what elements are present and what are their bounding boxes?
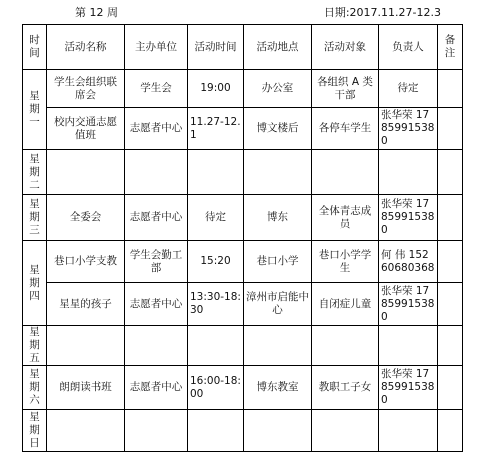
activity-time: 19:00 (188, 70, 244, 108)
schedule-table (22, 24, 463, 452)
activity-time (188, 410, 244, 452)
target (312, 410, 379, 452)
target: 巷口小学学生 (312, 241, 379, 283)
day-friday: 星期五 (23, 326, 47, 366)
organizer (125, 326, 188, 366)
owner: 待定 (379, 70, 438, 108)
activity-name: 学生会组织联席会 (47, 70, 125, 108)
note (438, 241, 463, 283)
activity-name (47, 150, 125, 195)
col-organizer: 主办单位 (125, 25, 188, 70)
day-saturday: 星期六 (23, 366, 47, 410)
col-target: 活动对象 (312, 25, 379, 70)
table-row (23, 410, 463, 452)
activity-time: 13:30-18:30 (188, 283, 244, 326)
week-label: 第 12 周 (75, 6, 118, 19)
location: 办公室 (244, 70, 312, 108)
owner: 何 伟 15260680368 (379, 241, 438, 283)
organizer (125, 150, 188, 195)
target: 自闭症儿童 (312, 283, 379, 326)
location: 博文楼后 (244, 108, 312, 150)
location (244, 150, 312, 195)
note (438, 70, 463, 108)
target: 各停车学生 (312, 108, 379, 150)
col-owner: 负责人 (379, 25, 438, 70)
col-activity-name: 活动名称 (47, 25, 125, 70)
activity-name: 朗朗读书班 (47, 366, 125, 410)
organizer: 志愿者中心 (125, 283, 188, 326)
col-note: 备注 (438, 25, 463, 70)
activity-time (188, 326, 244, 366)
owner: 张华荣 17859915380 (379, 108, 438, 150)
day-wednesday: 星期三 (23, 195, 47, 241)
location: 漳州市启能中心 (244, 283, 312, 326)
col-activity-time: 活动时间 (188, 25, 244, 70)
organizer: 学生会 (125, 70, 188, 108)
table-row (23, 195, 463, 241)
owner: 张华荣 17859915380 (379, 195, 438, 241)
target (312, 326, 379, 366)
note (438, 410, 463, 452)
table-row (23, 150, 463, 195)
organizer: 学生会勤工部 (125, 241, 188, 283)
activity-name (47, 326, 125, 366)
activity-name: 巷口小学支教 (47, 241, 125, 283)
activity-name: 星星的孩子 (47, 283, 125, 326)
note (438, 108, 463, 150)
note (438, 326, 463, 366)
activity-time (188, 150, 244, 195)
table-row (23, 241, 463, 283)
day-tuesday: 星期二 (23, 150, 47, 195)
location: 博东教室 (244, 366, 312, 410)
day-thursday: 星期四 (23, 241, 47, 326)
activity-time: 待定 (188, 195, 244, 241)
target: 教职工子女 (312, 366, 379, 410)
owner (379, 410, 438, 452)
target: 全体青志成员 (312, 195, 379, 241)
note (438, 366, 463, 410)
location: 博东 (244, 195, 312, 241)
activity-time: 11.27-12.1 (188, 108, 244, 150)
date-range: 日期:2017.11.27-12.3 (323, 6, 441, 19)
activity-time: 15:20 (188, 241, 244, 283)
owner (379, 150, 438, 195)
organizer: 志愿者中心 (125, 108, 188, 150)
table-row (23, 108, 463, 150)
target: 各组织 A 类干部 (312, 70, 379, 108)
table-row (23, 366, 463, 410)
note (438, 195, 463, 241)
activity-time: 16:00-18:00 (188, 366, 244, 410)
organizer: 志愿者中心 (125, 195, 188, 241)
table-row (23, 326, 463, 366)
header-row (23, 25, 463, 70)
location (244, 326, 312, 366)
activity-name: 校内交通志愿值班 (47, 108, 125, 150)
organizer (125, 410, 188, 452)
table-row (23, 70, 463, 108)
location (244, 410, 312, 452)
owner (379, 326, 438, 366)
note (438, 283, 463, 326)
owner: 张华荣 17859915380 (379, 283, 438, 326)
location: 巷口小学 (244, 241, 312, 283)
target (312, 150, 379, 195)
activity-name (47, 410, 125, 452)
day-monday: 星期一 (23, 70, 47, 150)
organizer: 志愿者中心 (125, 366, 188, 410)
col-time: 时间 (23, 25, 47, 70)
day-sunday: 星期日 (23, 410, 47, 452)
table-row (23, 283, 463, 326)
col-location: 活动地点 (244, 25, 312, 70)
activity-name: 全委会 (47, 195, 125, 241)
owner: 张华荣 17859915380 (379, 366, 438, 410)
note (438, 150, 463, 195)
